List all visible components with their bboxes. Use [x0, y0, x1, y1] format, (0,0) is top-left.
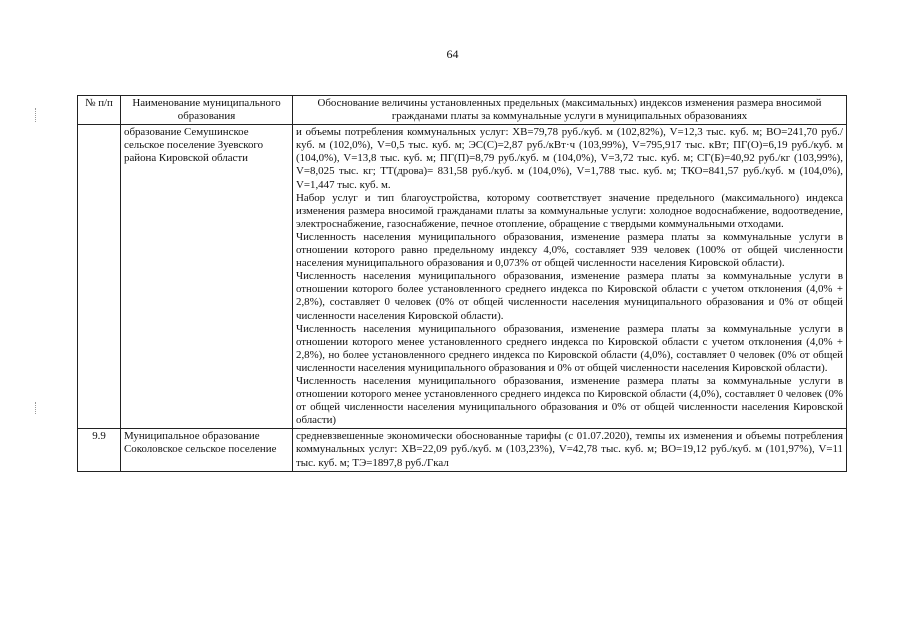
table-header-row: [78, 96, 847, 125]
row-num: 9.9: [78, 429, 121, 471]
municipality-name: Муниципальное образование Соколовское сельское поселение: [124, 430, 277, 456]
row-basis: [293, 429, 847, 471]
table-row: [78, 125, 847, 429]
tariff-table: [77, 95, 847, 472]
row-name: [121, 429, 293, 471]
basis-paragraph: Численность населения муниципального образования, изменение размера платы за коммунальные услуги в отношении которого равно предельному индексу 4,0%, составляет 939 человек (100% от общей численности населения муниципального образования и 0,073% от общей численности населения Кировской области).: [296, 230, 843, 270]
municipality-name: образование Семушинское сельское поселение Зуевского района Кировской области: [124, 126, 264, 165]
header-num: № п/п: [78, 96, 121, 125]
page-number: 64: [446, 47, 459, 61]
margin-mark-middle: [35, 402, 38, 414]
header-name: Наименование муниципального образования: [121, 96, 293, 125]
margin-mark-top: [35, 108, 38, 122]
row-num: [78, 125, 121, 429]
basis-paragraph: Численность населения муниципального образования, изменение размера платы за коммунальные услуги в отношении которого более установленного среднего индекса по Кировской области с учетом отклонения (4,0% + 2,8%), составляет 0 человек (0% от общей численности населения муниципального образования и 0% от общей численности населения Кировской области).: [296, 270, 843, 322]
row-basis: [293, 125, 847, 429]
basis-paragraph: и объемы потребления коммунальных услуг: ХВ=79,78 руб./куб. м (102,82%), V=12,3 тыс. куб. м; ВО=241,70 руб./куб. м (102,0%), V=0,5 тыс. куб. м; ЭС(С)=2,87 руб./кВт·ч (103,99%), V=795,917 тыс. кВт; ПГ(О)=6,19 руб./куб. м (104,0%), V=13,8 тыс. куб. м; ПГ(П)=8,79 руб./куб. м (104,0%), V=3,72 тыс. куб. м; СГ(Б)=40,92 руб./кг (103,99%), V=8,025 тыс. кг; ТТ(дрова)= 831,58 руб./куб. м (104,0%), V=1,788 тыс. куб. м; ТКО=841,57 руб./куб. м (104,0%), V=1,447 тыс. куб. м.: [296, 126, 843, 191]
row-name: [121, 125, 293, 429]
header-basis: Обоснование величины установленных предельных (максимальных) индексов изменения размера вносимой гражданами платы за коммунальные услуги в муниципальных образованиях: [293, 96, 847, 125]
basis-paragraph: средневзвешенные экономически обоснованные тарифы (с 01.07.2020), темпы их изменения и объемы потребления коммунальных услуг: ХВ=22,09 руб./куб. м (103,23%), V=42,78 тыс. куб. м; ВО=19,12 руб./куб. м (101,97%), V=11 тыс. куб. м; ТЭ=1897,8 руб./Гкал: [296, 430, 843, 469]
basis-paragraph: Численность населения муниципального образования, изменение размера платы за коммунальные услуги в отношении которого менее установленного среднего индекса по Кировской области (4,0%), составляет 0 человек (0% от общей численности населения муниципального образования и 0% от общей численности населения Кировской области): [296, 374, 843, 427]
basis-paragraph: Численность населения муниципального образования, изменение размера платы за коммунальные услуги в отношении которого менее установленного среднего индекса по Кировской области с учетом отклонения (4,0% + 2,8%), но более установленного среднего индекса по Кировской области (4,0%), составляет 0 человек (0% от общей численности населения муниципального образования и 0% от общей численности населения Кировской области).: [296, 322, 843, 374]
table-row: [78, 429, 847, 471]
basis-paragraph: Набор услуг и тип благоустройства, которому соответствует значение предельного (максимального) индекса изменения размера вносимой гражданами платы за коммунальные услуги: холодное водоснабжение, водоотведение, электроснабжение, газоснабжение, печное отопление, обращение с твердыми коммунальными отходами.: [296, 191, 843, 230]
